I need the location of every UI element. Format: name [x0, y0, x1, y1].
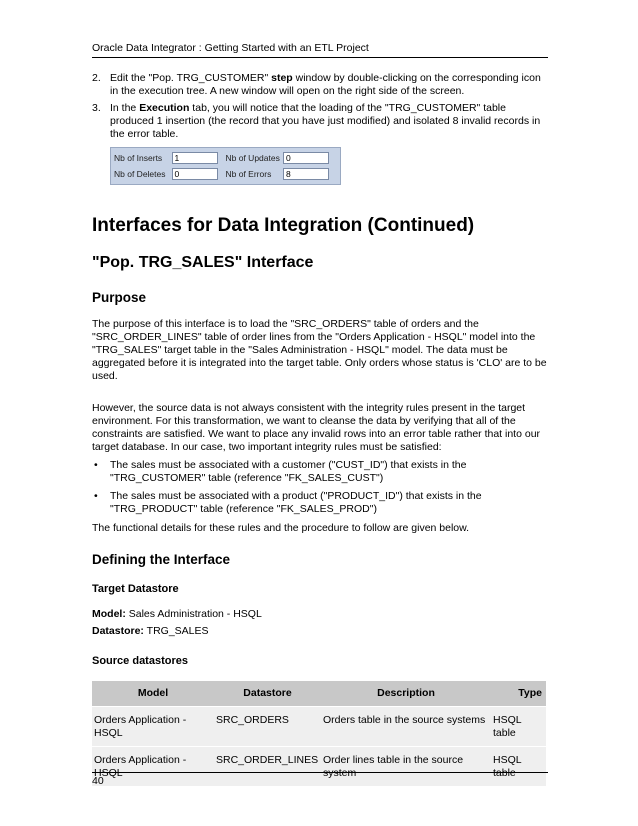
- datastore-label: Datastore:: [92, 625, 144, 637]
- updates-field: 0: [283, 152, 329, 164]
- table-cell: HSQL table: [491, 706, 546, 746]
- source-datastores-heading: Source datastores: [92, 655, 188, 667]
- header-title: Oracle Data Integrator : Getting Started with an ETL Project: [92, 42, 369, 54]
- execution-stats-panel: [110, 147, 341, 185]
- step-item: [92, 102, 548, 141]
- table-cell: Orders table in the source systems: [321, 706, 491, 746]
- table-cell: Order lines table in the source system: [321, 746, 491, 786]
- step-text: Edit the "Pop. TRG_CUSTOMER" step window by double-clicking on the corresponding icon in the execution tree. A new window will open on the right side of the screen.: [110, 72, 541, 97]
- inserts-field: 1: [172, 152, 218, 164]
- column-header: Type: [491, 681, 546, 706]
- bullet-icon: •: [94, 490, 98, 502]
- page-content: [92, 72, 548, 786]
- defining-heading: Defining the Interface: [92, 552, 231, 567]
- deletes-label: Nb of Deletes: [114, 169, 166, 179]
- step-item: [92, 72, 548, 98]
- bullet-icon: •: [94, 459, 98, 471]
- page-footer: [92, 772, 548, 787]
- purpose-heading: Purpose: [92, 290, 147, 305]
- integrity-rules-list: [92, 459, 548, 516]
- step-number: 3.: [92, 102, 101, 114]
- column-header: Datastore: [214, 681, 321, 706]
- errors-field: 8: [283, 168, 329, 180]
- list-item: • The sales must be associated with a customer ("CUST_ID") that exists in the "TRG_CUSTOMER" table (reference "FK_SALES_CUST"): [94, 459, 467, 484]
- page-number: 40: [92, 775, 104, 787]
- step-text: In the Execution tab, you will notice that the loading of the "TRG_CUSTOMER" table produced 1 insertion (the record that you have just modified) and isolated 8 invalid records in the error table.: [110, 102, 541, 140]
- functional-details-paragraph: The functional details for these rules and the procedure to follow are given below.: [92, 522, 470, 534]
- datastore-line: [92, 625, 548, 638]
- purpose-paragraph: The purpose of this interface is to load the "SRC_ORDERS" table of orders and the "SRC_ORDER_LINES" table of order lines from the "Orders Application - HSQL" model into the "TRG_SALES" target table in the "Sales Administration - HSQL" model. The data must be aggregated before it is integrated into the target table. Only orders whose status is 'CLO' are to be used.: [92, 318, 547, 382]
- table-cell: HSQL table: [491, 746, 546, 786]
- updates-label: Nb of Updates: [225, 153, 280, 163]
- model-line: [92, 608, 548, 621]
- inserts-label: Nb of Inserts: [114, 153, 163, 163]
- table-cell: SRC_ORDERS: [214, 706, 321, 746]
- errors-label: Nb of Errors: [225, 169, 272, 179]
- table-row: [92, 706, 546, 746]
- column-header: Description: [321, 681, 491, 706]
- table-cell: Orders Application - HSQL: [92, 746, 214, 786]
- integrity-paragraph: However, the source data is not always consistent with the integrity rules present in the target environment. For this transformation, we want to cleanse the data by verifying that all of the constraints are satisfied. We want to place any invalid rows into an error table rather that into our target database. In our case, two important integrity rules must be satisfied:: [92, 402, 541, 453]
- datastore-value: TRG_SALES: [143, 625, 209, 637]
- page-header: [92, 42, 548, 58]
- interface-heading: "Pop. TRG_SALES" Interface: [92, 254, 314, 271]
- model-label: Model:: [92, 608, 126, 620]
- list-item: • The sales must be associated with a product ("PRODUCT_ID") that exists in the "TRG_PRODUCT" table (reference "FK_SALES_PROD"): [94, 490, 482, 515]
- model-value: Sales Administration - HSQL: [125, 608, 262, 620]
- table-header-row: [92, 681, 546, 706]
- column-header: Model: [92, 681, 214, 706]
- step-number: 2.: [92, 72, 101, 84]
- target-datastore-heading: Target Datastore: [92, 583, 179, 595]
- table-cell: SRC_ORDER_LINES: [214, 746, 321, 786]
- deletes-field: 0: [172, 168, 218, 180]
- table-cell: Orders Application - HSQL: [92, 706, 214, 746]
- source-datastores-table: [92, 681, 546, 786]
- main-heading: Interfaces for Data Integration (Continued): [92, 215, 475, 236]
